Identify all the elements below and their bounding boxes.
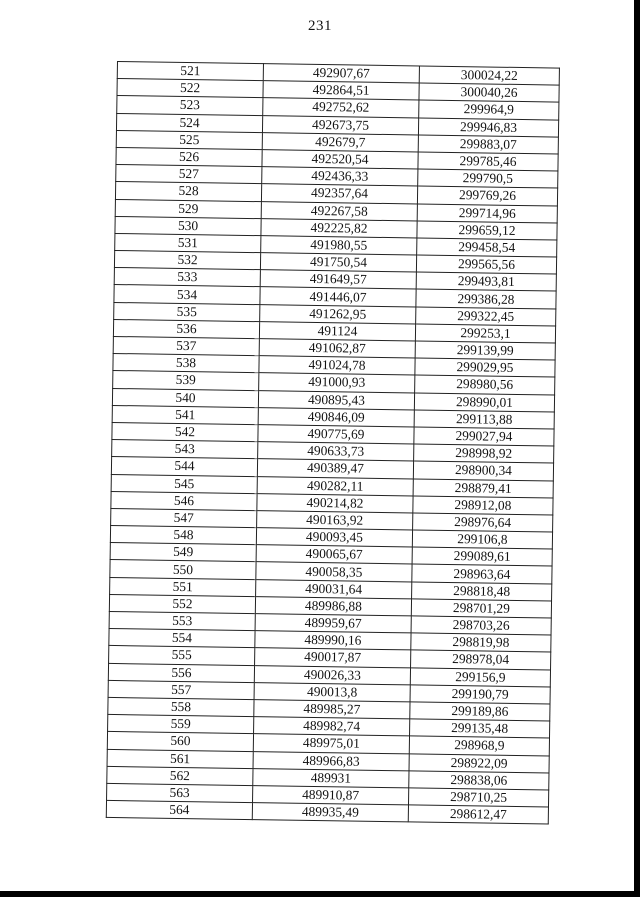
x-coordinate-cell: 491024,78 [259, 356, 415, 375]
x-coordinate-cell: 489975,01 [253, 734, 409, 753]
x-coordinate-cell: 491262,95 [260, 304, 416, 323]
x-coordinate-cell: 490058,35 [256, 562, 412, 581]
point-number-cell: 550 [110, 560, 256, 579]
y-coordinate-cell: 299790,5 [418, 169, 558, 188]
x-coordinate-cell: 489910,87 [253, 785, 409, 804]
x-coordinate-cell: 489966,83 [253, 751, 409, 770]
x-coordinate-cell: 489931 [253, 768, 409, 787]
x-coordinate-cell: 492752,62 [263, 98, 419, 117]
point-number-cell: 540 [112, 388, 258, 407]
y-coordinate-cell: 299714,96 [417, 203, 557, 222]
scan-border-bottom [0, 891, 640, 897]
y-coordinate-cell: 298701,29 [411, 599, 551, 618]
x-coordinate-cell: 492357,64 [261, 184, 417, 203]
x-coordinate-cell: 492520,54 [262, 150, 418, 169]
y-coordinate-cell: 299190,79 [410, 685, 550, 704]
point-number-cell: 554 [109, 629, 255, 648]
x-coordinate-cell: 490017,87 [255, 648, 411, 667]
point-number-cell: 526 [116, 147, 262, 166]
point-number-cell: 549 [110, 543, 256, 562]
x-coordinate-cell: 489986,88 [255, 596, 411, 615]
y-coordinate-cell: 299253,1 [415, 324, 555, 343]
point-number-cell: 525 [116, 130, 262, 149]
x-coordinate-cell: 492864,51 [263, 81, 419, 100]
point-number-cell: 559 [108, 715, 254, 734]
y-coordinate-cell: 299883,07 [418, 135, 558, 154]
point-number-cell: 553 [109, 611, 255, 630]
point-number-cell: 533 [114, 268, 260, 287]
x-coordinate-cell: 492907,67 [263, 64, 419, 83]
point-number-cell: 541 [112, 405, 258, 424]
y-coordinate-cell: 299659,12 [417, 221, 557, 240]
coordinates-table-wrapper [106, 61, 559, 825]
point-number-cell: 539 [113, 371, 259, 390]
y-coordinate-cell: 300040,26 [419, 83, 559, 102]
x-coordinate-cell: 490031,64 [256, 579, 412, 598]
x-coordinate-cell: 491000,93 [259, 373, 415, 392]
y-coordinate-cell: 299027,94 [414, 427, 554, 446]
y-coordinate-cell: 299769,26 [417, 186, 557, 205]
y-coordinate-cell: 299565,56 [416, 255, 556, 274]
x-coordinate-cell: 490093,45 [256, 528, 412, 547]
y-coordinate-cell: 298818,48 [412, 582, 552, 601]
x-coordinate-cell: 491062,87 [259, 339, 415, 358]
y-coordinate-cell: 299493,81 [416, 272, 556, 291]
y-coordinate-cell: 299964,9 [419, 100, 559, 119]
point-number-cell: 522 [117, 79, 263, 98]
x-coordinate-cell: 491446,07 [260, 287, 416, 306]
y-coordinate-cell: 298998,92 [414, 444, 554, 463]
x-coordinate-cell: 489982,74 [254, 717, 410, 736]
x-coordinate-cell: 490163,92 [257, 510, 413, 529]
point-number-cell: 558 [108, 697, 254, 716]
point-number-cell: 536 [113, 319, 259, 338]
point-number-cell: 530 [115, 216, 261, 235]
y-coordinate-cell: 298978,04 [411, 650, 551, 669]
y-coordinate-cell: 299106,8 [412, 530, 552, 549]
x-coordinate-cell: 490214,82 [257, 493, 413, 512]
point-number-cell: 545 [111, 474, 257, 493]
x-coordinate-cell: 490895,43 [258, 390, 414, 409]
point-number-cell: 542 [112, 422, 258, 441]
point-number-cell: 562 [107, 766, 253, 785]
x-coordinate-cell: 490282,11 [257, 476, 413, 495]
point-number-cell: 561 [107, 749, 253, 768]
y-coordinate-cell: 298838,06 [409, 771, 549, 790]
x-coordinate-cell: 490013,8 [254, 682, 410, 701]
point-number-cell: 555 [109, 646, 255, 665]
y-coordinate-cell: 299029,95 [415, 358, 555, 377]
y-coordinate-cell: 299135,48 [410, 719, 550, 738]
y-coordinate-cell: 299785,46 [418, 152, 558, 171]
y-coordinate-cell: 298879,41 [413, 478, 553, 497]
point-number-cell: 528 [115, 182, 261, 201]
point-number-cell: 544 [111, 457, 257, 476]
y-coordinate-cell: 298703,26 [411, 616, 551, 635]
point-number-cell: 538 [113, 354, 259, 373]
point-number-cell: 551 [110, 577, 256, 596]
x-coordinate-cell: 490026,33 [254, 665, 410, 684]
x-coordinate-cell: 490389,47 [257, 459, 413, 478]
coordinates-table [106, 61, 560, 825]
y-coordinate-cell: 299322,45 [416, 307, 556, 326]
y-coordinate-cell: 298980,56 [415, 375, 555, 394]
point-number-cell: 535 [114, 302, 260, 321]
point-number-cell: 546 [111, 491, 257, 510]
point-number-cell: 548 [110, 526, 256, 545]
y-coordinate-cell: 298710,25 [408, 788, 548, 807]
y-coordinate-cell: 299113,88 [414, 410, 554, 429]
x-coordinate-cell: 492225,82 [261, 218, 417, 237]
x-coordinate-cell: 489935,49 [252, 803, 408, 822]
point-number-cell: 534 [114, 285, 260, 304]
point-number-cell: 560 [107, 732, 253, 751]
x-coordinate-cell: 490633,73 [258, 442, 414, 461]
point-number-cell: 531 [115, 233, 261, 252]
point-number-cell: 527 [116, 165, 262, 184]
point-number-cell: 529 [115, 199, 261, 218]
y-coordinate-cell: 299946,83 [418, 118, 558, 137]
y-coordinate-cell: 298968,9 [409, 736, 549, 755]
point-number-cell: 564 [106, 800, 252, 819]
y-coordinate-cell: 299386,28 [416, 289, 556, 308]
x-coordinate-cell: 491124 [259, 321, 415, 340]
point-number-cell: 557 [108, 680, 254, 699]
x-coordinate-cell: 489990,16 [255, 631, 411, 650]
x-coordinate-cell: 492436,33 [262, 167, 418, 186]
x-coordinate-cell: 491649,57 [260, 270, 416, 289]
point-number-cell: 537 [113, 336, 259, 355]
x-coordinate-cell: 490065,67 [256, 545, 412, 564]
x-coordinate-cell: 492267,58 [261, 201, 417, 220]
point-number-cell: 556 [108, 663, 254, 682]
y-coordinate-cell: 298900,34 [413, 461, 553, 480]
point-number-cell: 532 [114, 251, 260, 270]
coordinates-table-body [106, 62, 559, 825]
y-coordinate-cell: 298963,64 [412, 564, 552, 583]
y-coordinate-cell: 299189,86 [410, 702, 550, 721]
y-coordinate-cell: 299139,99 [415, 341, 555, 360]
point-number-cell: 552 [109, 594, 255, 613]
y-coordinate-cell: 299089,61 [412, 547, 552, 566]
y-coordinate-cell: 298990,01 [414, 393, 554, 412]
y-coordinate-cell: 300024,22 [419, 66, 559, 85]
x-coordinate-cell: 490775,69 [258, 425, 414, 444]
point-number-cell: 547 [111, 508, 257, 527]
x-coordinate-cell: 492673,75 [262, 115, 418, 134]
y-coordinate-cell: 298922,09 [409, 753, 549, 772]
x-coordinate-cell: 491750,54 [260, 253, 416, 272]
y-coordinate-cell: 299458,54 [417, 238, 557, 257]
point-number-cell: 543 [112, 440, 258, 459]
scan-border-right [634, 0, 640, 897]
x-coordinate-cell: 491980,55 [261, 236, 417, 255]
y-coordinate-cell: 299156,9 [410, 667, 550, 686]
y-coordinate-cell: 298912,08 [413, 496, 553, 515]
y-coordinate-cell: 298612,47 [408, 805, 548, 824]
point-number-cell: 523 [117, 96, 263, 115]
point-number-cell: 521 [117, 62, 263, 81]
page-number: 231 [308, 18, 332, 34]
point-number-cell: 524 [116, 113, 262, 132]
x-coordinate-cell: 489959,67 [255, 614, 411, 633]
x-coordinate-cell: 489985,27 [254, 700, 410, 719]
x-coordinate-cell: 492679,7 [262, 132, 418, 151]
y-coordinate-cell: 298819,98 [411, 633, 551, 652]
point-number-cell: 563 [107, 783, 253, 802]
x-coordinate-cell: 490846,09 [258, 407, 414, 426]
y-coordinate-cell: 298976,64 [413, 513, 553, 532]
